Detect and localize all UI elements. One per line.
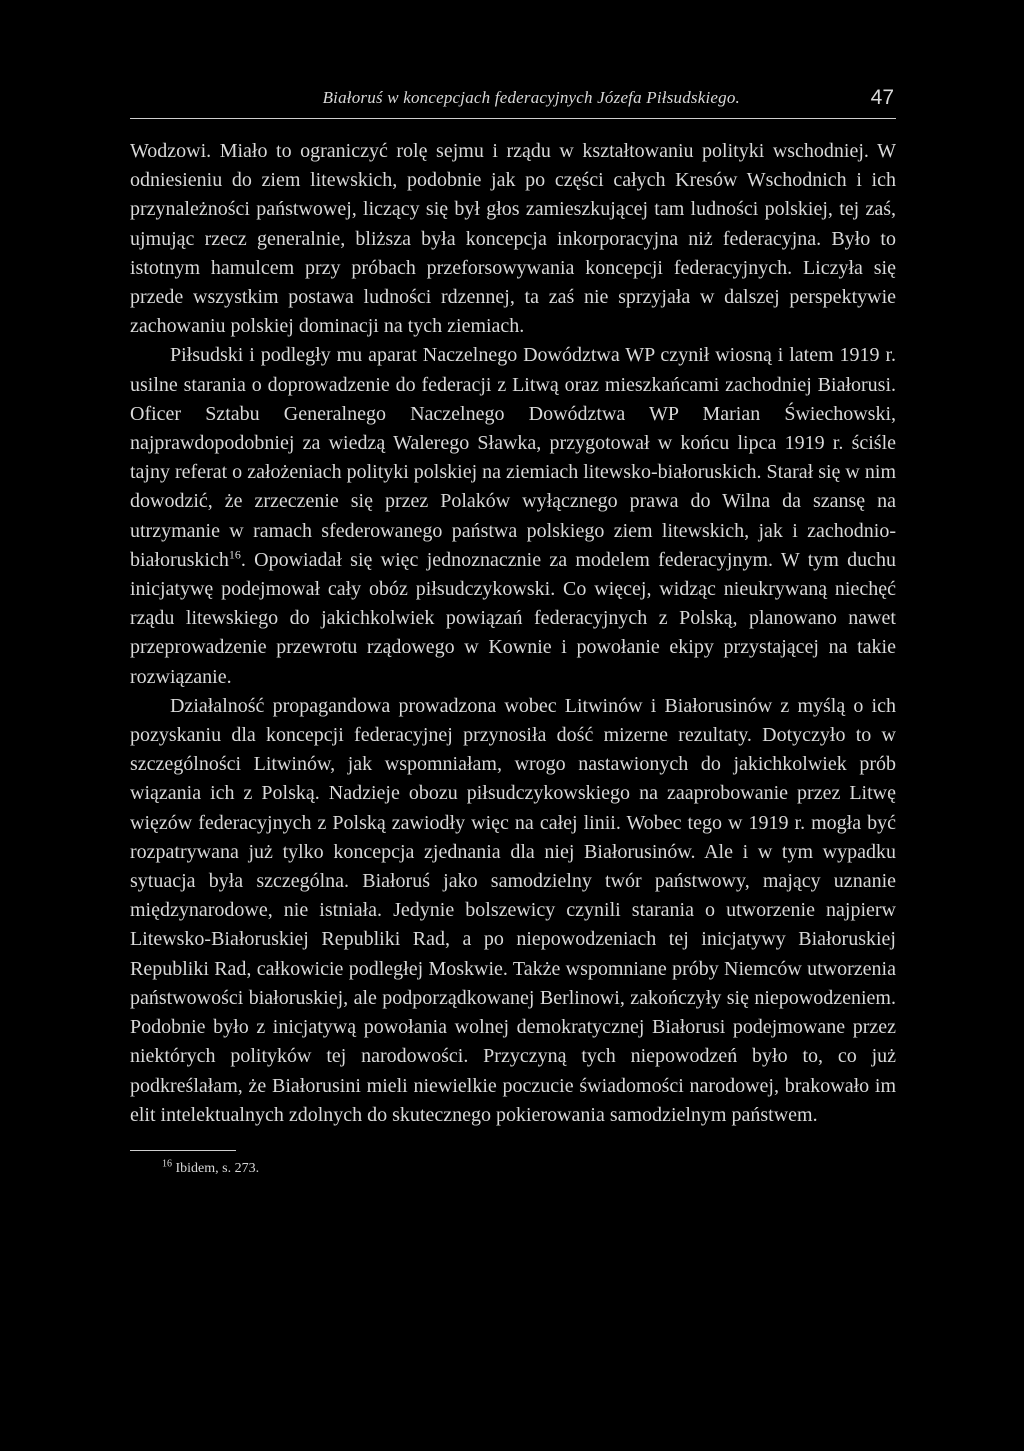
body-text — [130, 137, 896, 1130]
paragraph-1: Wodzowi. Miało to ograniczyć rolę sejmu i rządu w kształtowaniu polityki wschodniej. W odniesieniu do ziem litewskich, podobnie jak po części całych Kresów Wschodnich i ich przynależności państwowej, liczący się był głos zamieszkującej tam ludności polskiej, tej zaś, ujmując rzecz generalnie, bliższa była koncepcja inkorporacyjna niż federacyjna. Było to istotnym hamulcem przy próbach przeforsowywania koncepcji federacyjnych. Liczyła się przede wszystkim postawa ludności rdzennej, ta zaś nie sprzyjała w dalszej perspektywie zachowaniu polskiej dominacji na tych ziemiach. — [130, 140, 896, 338]
footnote-divider — [130, 1150, 236, 1151]
paragraph-2 — [130, 341, 896, 691]
paragraph-2-text-after: . Opowiadał się więc jednoznacznie za modelem federacyjnym. W tym duchu inicjatywę podejmował cały obóz piłsudczykowski. Co więcej, widząc nieukrywaną niechęć rządu litewskiego do jakichkolwiek powiązań federacyjnych z Polską, planowano nawet przeprowadzenie przewrotu rządowego w Kownie i powołanie ekipy przystającej na takie rozwiązanie. — [130, 548, 896, 688]
running-title: Białoruś w koncepcjach federacyjnych Józefa Piłsudskiego. — [322, 88, 740, 107]
running-header — [130, 88, 896, 119]
footnote-number: 16 — [162, 1158, 172, 1170]
page-number: 47 — [870, 86, 894, 109]
paragraph-3: Działalność propagandowa prowadzona wobec Litwinów i Białorusinów z myślą o ich pozyskaniu dla koncepcji federacyjnej przynosiła dość mizerne rezultaty. Dotyczyło to w szczególności Litwinów, jak wspomniałam, wrogo nastawionych do jakichkolwiek prób wiązania ich z Polską. Nadzieje obozu piłsudczykowskiego na zaaprobowanie przez Litwę więzów federacyjnych z Polską zawiodły więc na całej linii. Wobec tego w 1919 r. mogła być rozpatrywana już tylko koncepcja zjednania dla niej Białorusinów. Ale i w tym wypadku sytuacja była szczególna. Białoruś jako samodzielny twór państwowy, mający uznanie międzynarodowe, nie istniała. Jedynie bolszewicy czynili starania o utworzenie najpierw Litewsko-Białoruskiej Republiki Rad, a po niepowodzeniach tej inicjatywy Białoruskiej Republiki Rad, całkowicie podległej Moskwie. Także wspomniane próby Niemców utworzenia państwowości białoruskiej, ale podporządkowanej Berlinowi, zakończyły się niepowodzeniem. Podobnie było z inicjatywą powołania wolnej demokratycznej Białorusi podejmowane przez niektórych polityków tej narodowości. Przyczyną tych niepowodzeń było to, co już podkreślałam, że Białorusini mieli niewielkie poczucie świadomości narodowej, brakowało im elit intelektualnych zdolnych do skutecznego pokierowania samodzielnym państwem. — [130, 694, 896, 1126]
footnote — [162, 1160, 896, 1178]
document-page — [130, 88, 896, 1178]
paragraph-2-text-before: Piłsudski i podległy mu aparat Naczelnego Dowództwa WP czynił wiosną i latem 1919 r. usilne starania o doprowadzenie do federacji z Litwą oraz mieszkańcami zachodniej Białorusi. Oficer Sztabu Generalnego Naczelnego Dowództwa WP Marian Świechowski, najprawdopodobniej za wiedzą Walerego Sławka, przygotował w końcu lipca 1919 r. ściśle tajny referat o założeniach polityki polskiej na ziemiach litewsko-białoruskich. Starał się w nim dowodzić, że zrzeczenie się przez Polaków wyłącznego prawa do Wilna da szansę na utrzymanie w ramach sfederowanego państwa polskiego ziem litewskich, jak i zachodnio-białoruskich — [130, 344, 896, 571]
footnote-reference: 16 — [228, 547, 241, 562]
footnote-text: Ibidem, s. 273. — [175, 1160, 260, 1176]
